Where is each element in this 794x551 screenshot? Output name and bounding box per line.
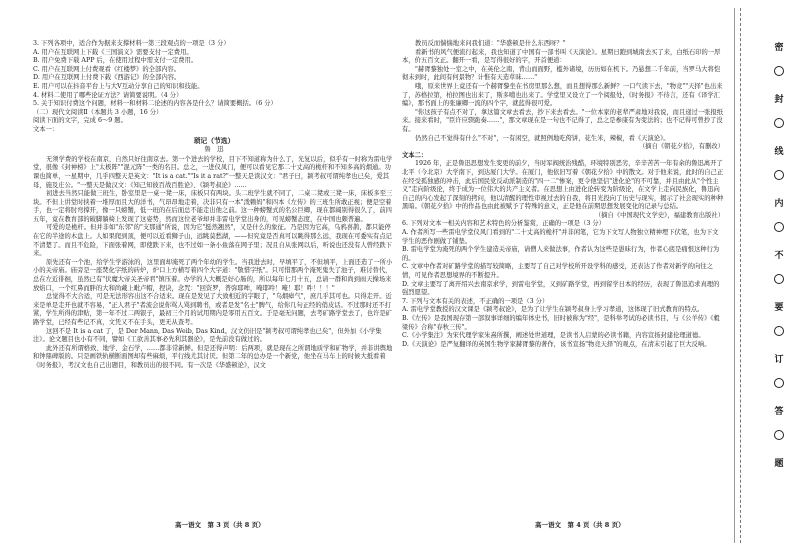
binding-char: 线: [774, 147, 784, 157]
question-line: 文本一：: [33, 125, 59, 133]
question-line: 阅读下面的文字，完成 6～9 题。: [33, 117, 127, 125]
question-block-3-5: [33, 40, 395, 135]
essay-paragraph: 原先还有一个池，给学生学游泳的，这里面却淹死了两个年幼的学生。当我进去时，早填平了，不但填平，上面还造了一所小小的关帝庙。庙旁是一座焚化字纸的砖炉，炉口上方横写着四个大字道："敬惜字纸"。只可惜那两个淹死鬼失了池子，难讨替代，总在左近徘徊，虽然已有"伏魔大帝关圣帝君"镇压着。办学的人大概是好心肠的，所以每年七月十五，总请一群和尚到雨天操场来放焰口，一个红鼻而胖的大和尚戴上毗卢帽，捏诀，念咒："回资罗，普弥耶哞，唵耶吽！唵！耶！吽！！！": [33, 258, 393, 292]
question-line: B.《左传》是我国现存第一部叙事详细的编年体史书，旧时被称为"经"，是科举考试的必读书目，与《公羊传》《穀梁传》合称"春秋三传"。: [402, 315, 720, 331]
text2-body: [402, 160, 724, 212]
binding-char: 不: [774, 251, 784, 261]
question-line: E. 用户可以在抖音平台上与大V互动分享自己的知识和技能。: [33, 82, 204, 90]
question-line: B. 雷电学堂为淹死的两个学生建造关帝庙，请僧人来做法事，作者认为这些是愚昧行为，作者心底是痛恨这种行为的。: [402, 246, 720, 262]
binding-circle: [774, 326, 784, 336]
binding-circle: [774, 222, 784, 232]
essay-paragraph: 此外还有所谓格致、地学、金石学，……都非常新鲜。但是还得声明：后两项，就是现在之所谓地质学和矿物学，并非讲舆地和钟鼎碑版的。只是画铁轨横断面图却有些麻烦，平行线尤其讨厌。但第二年的总办是一个新党，他坐在马车上的时候大抵看着《时务报》，考汉文也自己出题目，和教员出的很不同。有一次是《华盛顿论》，汉文: [33, 344, 393, 369]
question-line: C. 文章中作者对矿路学堂的描写较简略，主要写了自己对学校所开设学科的感受，还表达了作者对新学的向往之情，可见作者思想境界的不断提升。: [402, 263, 713, 280]
binding-circle: [774, 66, 784, 76]
question-line: 4. 材料二使用了哪些论证方法？请简要说明。（4 分）: [33, 91, 183, 99]
question-line: 6. 下列对文本一相关内容和艺术特色的分析鉴赏，正确的一项是（3 分）: [402, 220, 605, 228]
right-column: [402, 40, 724, 349]
essay-paragraph: 无须学费的学校在南京，自然只好往南京去。第一个进去的学校，目下不知道称为什么了，光复以后，似乎有一时称为雷电学堂，很像《封神榜》上"太极阵""混元阵"一类的名目。总之，一进仪凤门，便可以看见它那二十丈高的桅杆和不知多高的烟通。功课也简单，一星期中，几乎四整天是英文："It is a cat.""Is it a rat?"一整天是读汉文："君子曰，颍考叔可谓纯孝也已矣，爱其母，施及庄公。"一整天是做汉文：《知己知彼百战百胜论》、《颍考叔论》……: [33, 155, 393, 189]
question-line: C. 用户在互联网上付费观看《红楼梦》的全部内容。: [33, 65, 181, 73]
question-line: A. 作者所写一些雷电学堂仪风门看到的"二十丈高的桅杆"并非闲笔，它为下文写人物独立精神埋下伏笔，也为下文学生的恶作剧做了铺垫。: [402, 229, 719, 245]
question-line: 5. 关于知识付费这个问题，材料一和材料二论述的内容各是什么？请简要概括。（6 分）: [33, 100, 277, 108]
question-block-6-7: [402, 220, 724, 349]
essay-body: [33, 156, 395, 371]
source-note-1: （摘自《朝花夕拾》，有删改）: [638, 143, 724, 151]
essay-paragraph: 哦，原来世界上竟还有一个赫胥黎坐在书房里那么想，而且想得那么新鲜？一口气读下去，"物竞""天择"也出来了，苏格拉第，柏拉图也出来了，斯多噶也出来了。学堂里又设立了一个阅报处，《时务报》不待言，还有《译学汇编》，那书面上的张廉卿一流的四个字，就蓝得很可爱。: [402, 82, 723, 108]
text2-label: 文本二：: [402, 151, 428, 159]
left-column: [33, 40, 395, 371]
question-line: 3. 下列各项中，适合作为据来支撑材料一第三段观点的一项是（3 分）: [33, 40, 230, 47]
question-line: B. 用户免费下载 APP 后，在使用过程中需支付一定费用。: [33, 57, 198, 65]
binding-dashed-line: [740, 8, 741, 543]
page-footer-right: 高一语文 第 4 页（共 8 页）: [535, 521, 625, 529]
essay-title: 琐记（节选）: [193, 136, 235, 145]
question-line: A. 雷电学堂教授的汉文课是《颍考叔论》，是为了让学生在颍考叔身上学习孝道，这体现了旧式教育的特点。: [402, 306, 704, 314]
binding-circle: [774, 274, 784, 284]
text2-paragraph: 1926 年，正是鲁迅思想发生变更的前夕，当时军阀统治残酷，环境特别恶劣，辛辛苦苦一年有余的鲁迅离开了北平（今北京）大学南下，到达厦门大学。在厦门，他依旧写着《朝花夕拾》中的散文。对于他来说，此时的自己正在经受孤独感的冲击，此后国民党反动派制造的"四一二"惨案，更令他坚信"进化论"的不可靠，并且由此从"个性主义"走向阶级论，终于成为一位伟大的共产主义者。在思想上由进化论转变为阶级论，在文学上走向民族化，鲁迅向自己的内心发起了深刻的拷问，他以清醒的理性审视过去的自我，将目光投向了历史与现实，揭示了社会现实的种种黑暗。《朝花夕拾》中的作品也由此被赋予了特殊的意义，正是他在前期思想发展变化的记录与总结。: [402, 160, 724, 211]
binding-char: 要: [774, 303, 784, 313]
essay-continued: [402, 40, 724, 143]
binding-char: 题: [774, 459, 784, 469]
question-line: D.《天演论》是严复翻译的英国生物学家赫胥黎的著作，该书宣扬"物竞天择"的观点，在清末引起了巨大反响。: [402, 340, 711, 348]
essay-paragraph: "你这孩子有点不对了，拿这篇文章去看去，抄下来去看去。"一位本家的老辈严肃地对我说，而且递过一张报纸来。接来看时，"臣许应骙跪奏……"，那文章现在是一句也不记得了，总之是参康有为变法的；也不记得可曾抄了没有。: [402, 108, 724, 133]
essay-paragraph: 这回不是 It is a cat 了，是 Der Mann, Das Weib, Das Kind。汉文仍旧是"颍考叔可谓纯孝也已矣"，但外加《小学集注》。论文题目也小有不同，譬如《工欲善其事必先利其器论》，是先前没有做过的。: [33, 327, 382, 344]
essay-paragraph: "赫胥黎独处一室之中，在英伦之南，背山而面野，槛外诸境，历历如在机下。乃悬想二千年前，当罗马大将恺彻未到时，此间有何景物？计惟有天造草昧……": [402, 65, 721, 82]
essay-paragraph: 初进去当然只能做三班生，卧室里是一桌一凳一床，床板只有两块。头二班学生就不同了，二桌二凳或三凳一床，床板多至三块。不但上讲堂时挟着一堆厚而且大的洋书，气昂昂地走着，决非只有一本"泼赖妈"和四本《左传》的三班生所敢正视；便是空着手，也一定将肘弯撑开，像一只螃蟹，低一班的在后面总不能走出他之前。这一种螃蟹式的名公巨卿，现在都阔别得很久了，前四五年，竟在教育部的破脚躺椅上发现了这姿势，然而这位老爷却并非雷电学堂出身的，可见螃蟹态度，在中国也颇普遍。: [33, 190, 393, 223]
question-line: 7. 下列与文本有关的表述，不正确的一项是（3 分）: [402, 297, 549, 305]
source-note-2: （摘自《中国现代文学史》，福建教育出版社）: [594, 211, 724, 219]
binding-circle: [774, 170, 784, 180]
binding-margin: [730, 0, 794, 551]
binding-edge-line: [734, 8, 735, 543]
question-line: D. 文章主要写了离开绍兴去南京求学，到雷电学堂，又到矿路学堂，再到留学日本的经历，表现了鲁迅追求真理的强烈愿望。: [402, 280, 720, 297]
essay-author: 鲁 迅: [204, 145, 224, 154]
essay-paragraph: 教员反而惴惴地来问我们道："华盛顿是什么东西呀？": [415, 40, 566, 47]
binding-circle: [774, 118, 784, 128]
binding-circle: [774, 378, 784, 388]
essay-paragraph: 仍然自己不觉得有什么"不对"，一有闲空，就照例地吃侉饼，花生米，辣椒，看《天演论》。: [415, 134, 670, 142]
binding-char: 答: [774, 407, 784, 417]
question-line: C.《小学集注》为宋代理学家朱熹所撰，阐述处世道理，是读书人启蒙的必读书籍，内容宣扬封建伦理道德。: [402, 332, 705, 340]
essay-paragraph: 看新书的风气便流行起来，我也知道了中国有一部书叫《天演论》。星期日跑到城南去买了来，白纸石印的一厚本，价五百文正。翻开一看，是写得很好的字，开首便道：: [402, 48, 721, 65]
binding-char: 封: [774, 95, 784, 105]
question-line: A. 用户在互联网上下载《三国演义》需要支付一定费用。: [33, 48, 193, 56]
binding-char: 密: [774, 43, 784, 53]
page-footer-left: 高一语文 第 3 页（共 8 页）: [175, 521, 265, 529]
binding-char: 订: [774, 355, 784, 365]
binding-char: 内: [774, 199, 784, 209]
essay-paragraph: 可爱的是桅杆。但并非如"东邻"的"支那通"所说，因为它"挺然翘然"，又是什么的象征。乃是因为它高，乌鸦喜鹊，都只能停在它的半途的木盘上。人如果爬到顶，便可以近看狮子山，远眺莫愁湖，——但究竟是否真可以眺得那么远，我现在可委实有点记不清楚了。而且不危险，下面张着网，即使跌下来，也不过如一条小鱼落在网子里；况且自从张网以后，听说也还没有人曾经跌下来。: [33, 224, 392, 258]
essay-paragraph: 总觉得不大合适，可是无法形容出这不合适来。现在是发见了大致相近的字眼了，"乌烟瘴气"，庶几乎其可也。只得走开。近来是单是走开也就不容易，"正人君子"者流会说你骂人骂到聘书，或者是发"名士"脾气，给你几句正经的俏皮话。不过那时还不打紧，学生所得的津贴，第一年不过二两银子，最初三个月的试用期内是零用五百文。于是毫无问题，去考矿路学堂去了，也许是矿路学堂，已经有些记不真，文凭又不在手头，更无从查考。: [33, 293, 392, 326]
binding-circle: [774, 430, 784, 440]
question-line: （二）现代文阅读Ⅱ（本题共 3 小题，16 分）: [33, 108, 163, 116]
question-line: D. 用户在互联网上付费下载《西游记》的全部内容。: [33, 74, 181, 82]
